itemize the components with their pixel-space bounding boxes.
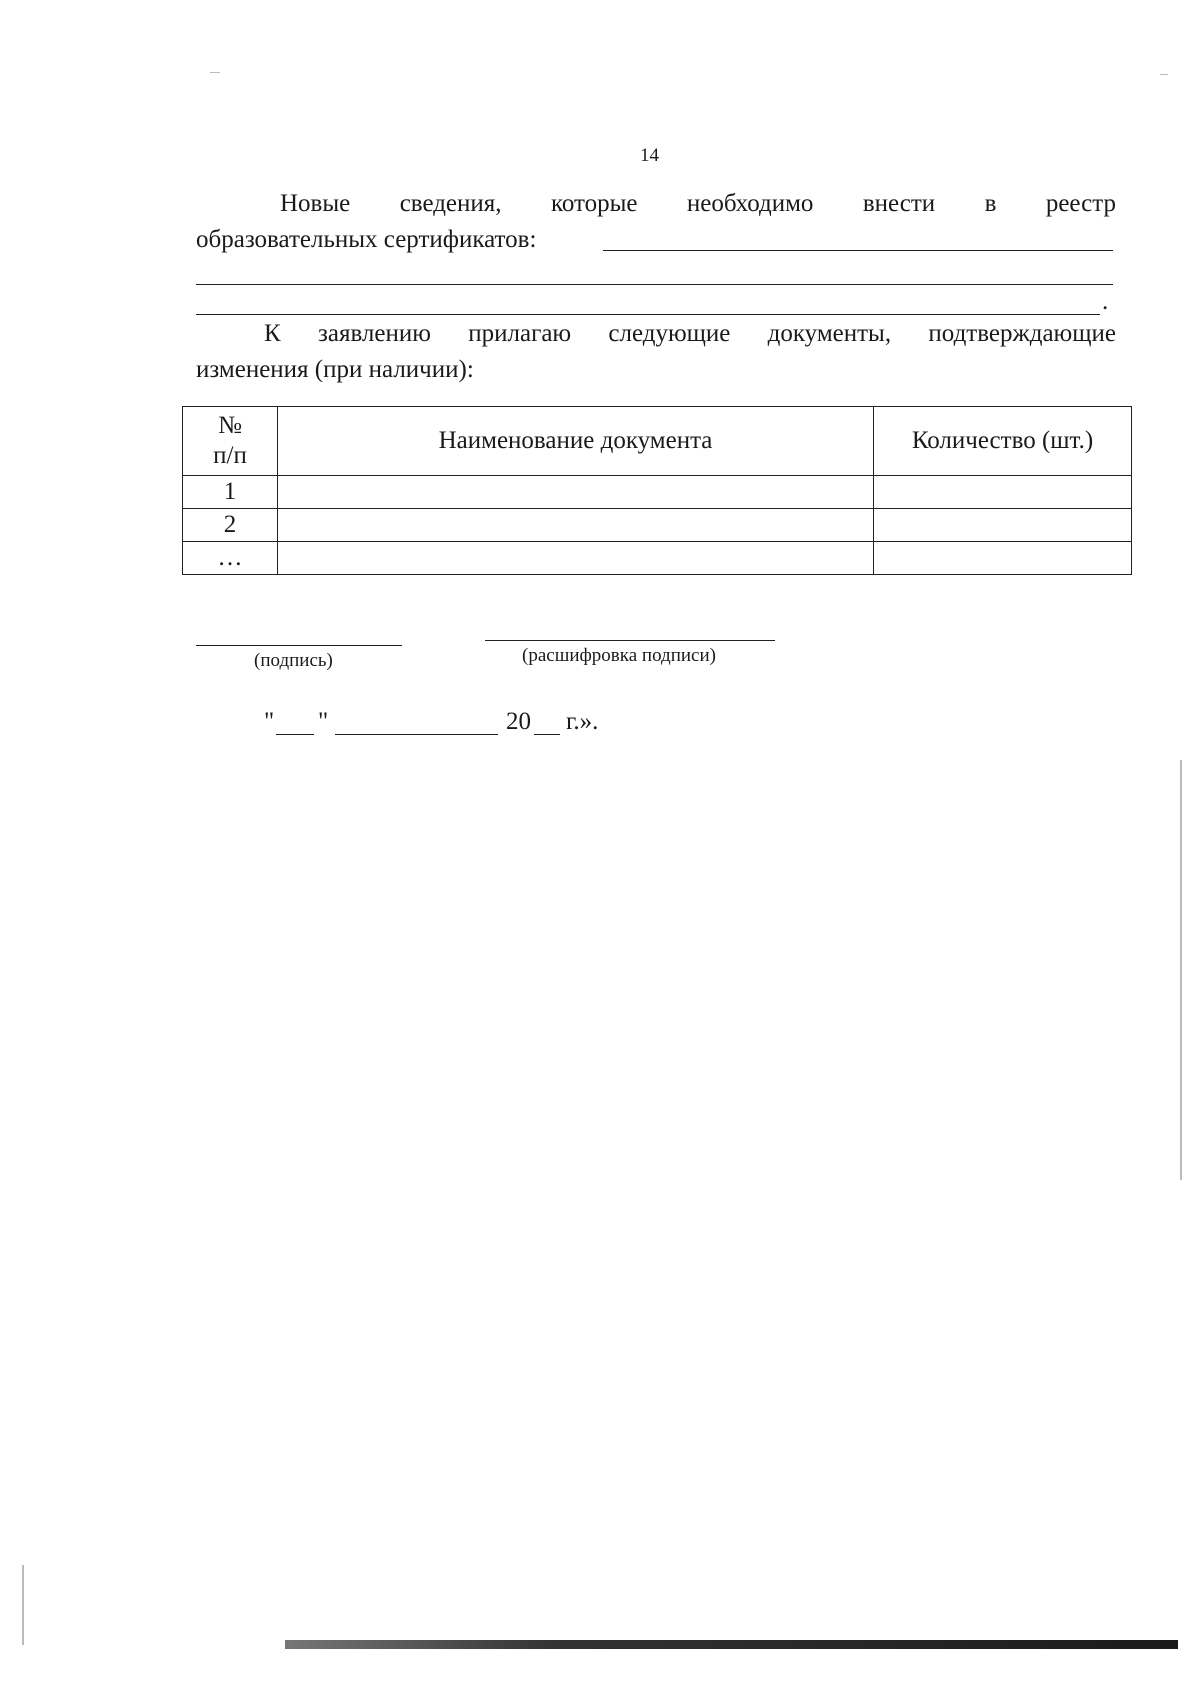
date-month-line[interactable] (335, 734, 498, 735)
attachments-paragraph-line1 (196, 316, 1116, 352)
date-suffix: г.». (566, 708, 599, 735)
header-quantity: Количество (шт.) (874, 407, 1132, 476)
scan-margin-mark (1180, 760, 1182, 1180)
row-quantity[interactable] (874, 509, 1132, 542)
new-info-fill-line-3[interactable] (196, 314, 1100, 315)
new-info-fill-line-1[interactable] (603, 250, 1113, 251)
word: в (984, 190, 997, 217)
signature-decoding-label: (расшифровка подписи) (522, 645, 716, 666)
header-number (183, 407, 278, 476)
word: сведения, (399, 190, 502, 217)
row-document-name[interactable] (278, 476, 874, 509)
word: К (264, 320, 281, 347)
scan-bottom-bar (285, 1640, 1178, 1649)
line-end-dot: . (1102, 288, 1109, 315)
word: необходимо (686, 190, 814, 217)
row-number: 2 (183, 509, 278, 542)
documents-table (182, 406, 1132, 575)
table-row (183, 542, 1132, 575)
scan-corner-mark (210, 72, 220, 73)
date-year-line[interactable] (534, 734, 560, 735)
table-row (183, 509, 1132, 542)
scan-corner-mark (1160, 74, 1168, 75)
new-info-fill-line-2[interactable] (196, 284, 1113, 285)
row-quantity[interactable] (874, 542, 1132, 575)
word: заявлению (317, 320, 431, 347)
header-document-name: Наименование документа (278, 407, 874, 476)
scan-margin-mark (22, 1565, 24, 1645)
page-number: 14 (640, 145, 659, 166)
row-number: … (183, 542, 278, 575)
word: следующие (608, 320, 731, 347)
row-document-name[interactable] (278, 509, 874, 542)
row-quantity[interactable] (874, 476, 1132, 509)
word: которые (550, 190, 638, 217)
word: прилагаю (468, 320, 572, 347)
word: подтверждающие (928, 320, 1116, 347)
signature-decoding-line[interactable] (485, 640, 775, 641)
date-day-line[interactable] (276, 734, 314, 735)
row-document-name[interactable] (278, 542, 874, 575)
header-number-line1: № (218, 412, 242, 439)
signature-label: (подпись) (254, 650, 333, 671)
date-year-prefix: 20 (506, 708, 531, 735)
new-info-paragraph-line2: образовательных сертификатов: (196, 226, 537, 253)
word: реестр (1045, 190, 1116, 217)
word: Новые (280, 190, 351, 217)
table-header-row (183, 407, 1132, 476)
header-number-line2: п/п (213, 442, 247, 469)
table-row (183, 476, 1132, 509)
signature-line[interactable] (196, 645, 402, 646)
new-info-paragraph-line1 (196, 186, 1116, 222)
word: документы, (767, 320, 892, 347)
date-close-quote: " (318, 708, 329, 735)
row-number: 1 (183, 476, 278, 509)
word: внести (862, 190, 936, 217)
date-open-quote: " (264, 708, 275, 735)
attachments-paragraph-line2: изменения (при наличии): (196, 356, 474, 383)
